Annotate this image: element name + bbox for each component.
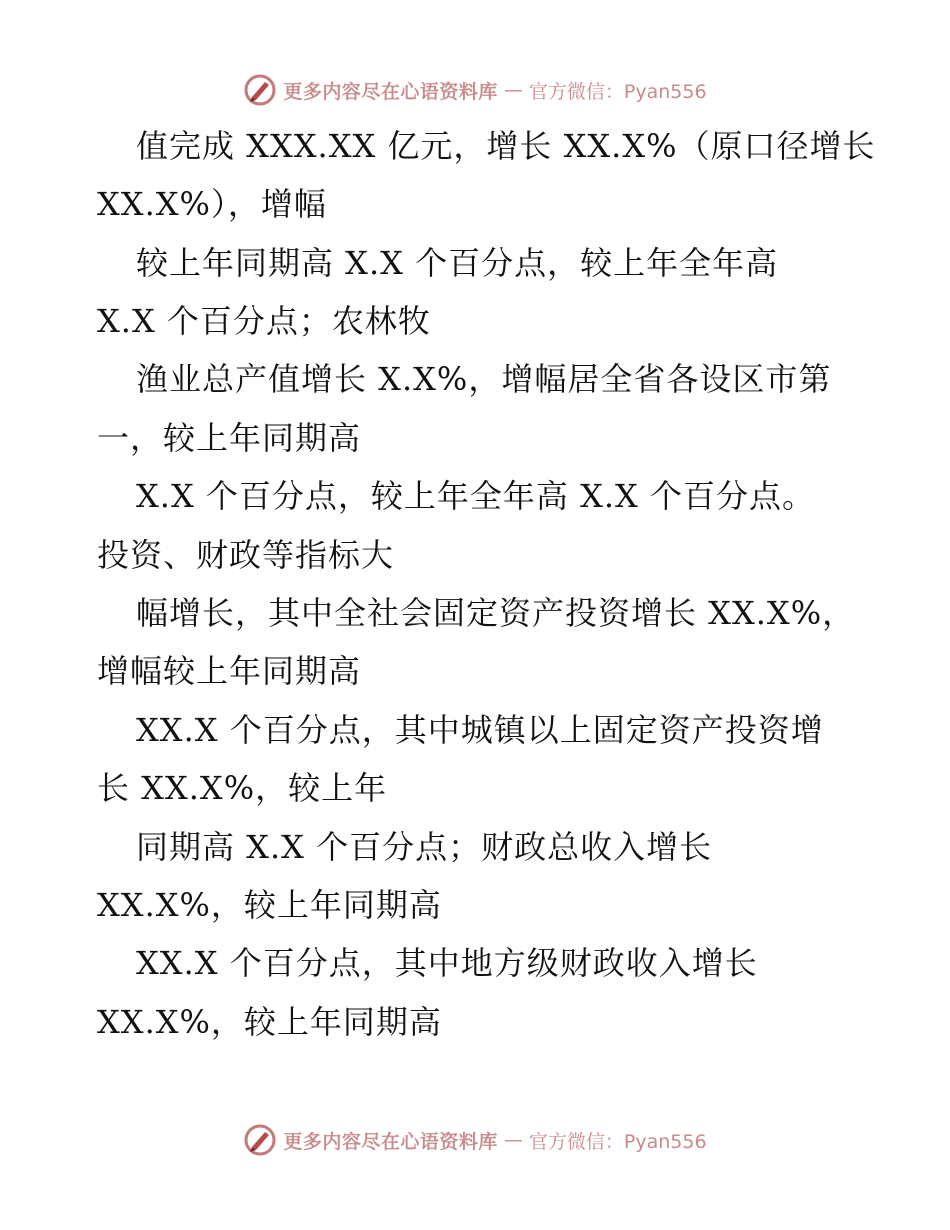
body-line-9: 幅增长，其中全社会固定资产投资增长 XX.X%， <box>136 594 856 632</box>
body-line-7: X.X 个百分点，较上年全年高 X.X 个百分点。 <box>136 477 815 515</box>
banner-text: 更多内容尽在心语资料库 <box>283 80 498 103</box>
body-line-8: 投资、财政等指标大 <box>97 536 395 574</box>
body-line-11: XX.X 个百分点，其中城镇以上固定资产投资增 <box>136 711 824 749</box>
body-line-14: XX.X%，较上年同期高 <box>97 886 442 924</box>
header-banner <box>0 70 950 110</box>
banner-text: 更多内容尽在心语资料库 <box>283 1130 498 1153</box>
banner-separator: — <box>503 1129 523 1151</box>
pen-logo-icon <box>243 1123 277 1157</box>
body-line-4: X.X 个百分点；农林牧 <box>97 302 431 340</box>
body-line-10: 增幅较上年同期高 <box>97 652 362 690</box>
body-line-3: 较上年同期高 X.X 个百分点，较上年全年高 <box>136 244 779 282</box>
body-line-12: 长 XX.X%，较上年 <box>97 769 388 807</box>
body-line-15: XX.X 个百分点，其中地方级财政收入增长 <box>136 944 758 982</box>
body-line-5: 渔业总产值增长 X.X%，增幅居全省各设区市第 <box>136 360 832 398</box>
banner-wechat: 官方微信：Pyan556 <box>528 1130 707 1153</box>
body-line-16: XX.X%，较上年同期高 <box>97 1003 442 1041</box>
body-line-1: 值完成 XXX.XX 亿元，增长 XX.X%（原口径增长 <box>136 127 876 165</box>
body-line-13: 同期高 X.X 个百分点；财政总收入增长 <box>136 828 713 866</box>
body-line-2: XX.X%），增幅 <box>97 185 327 223</box>
footer-banner <box>0 1120 950 1160</box>
banner-wechat: 官方微信：Pyan556 <box>528 80 707 103</box>
body-line-6: 一，较上年同期高 <box>97 419 362 457</box>
banner-separator: — <box>503 79 523 101</box>
pen-logo-icon <box>243 73 277 107</box>
